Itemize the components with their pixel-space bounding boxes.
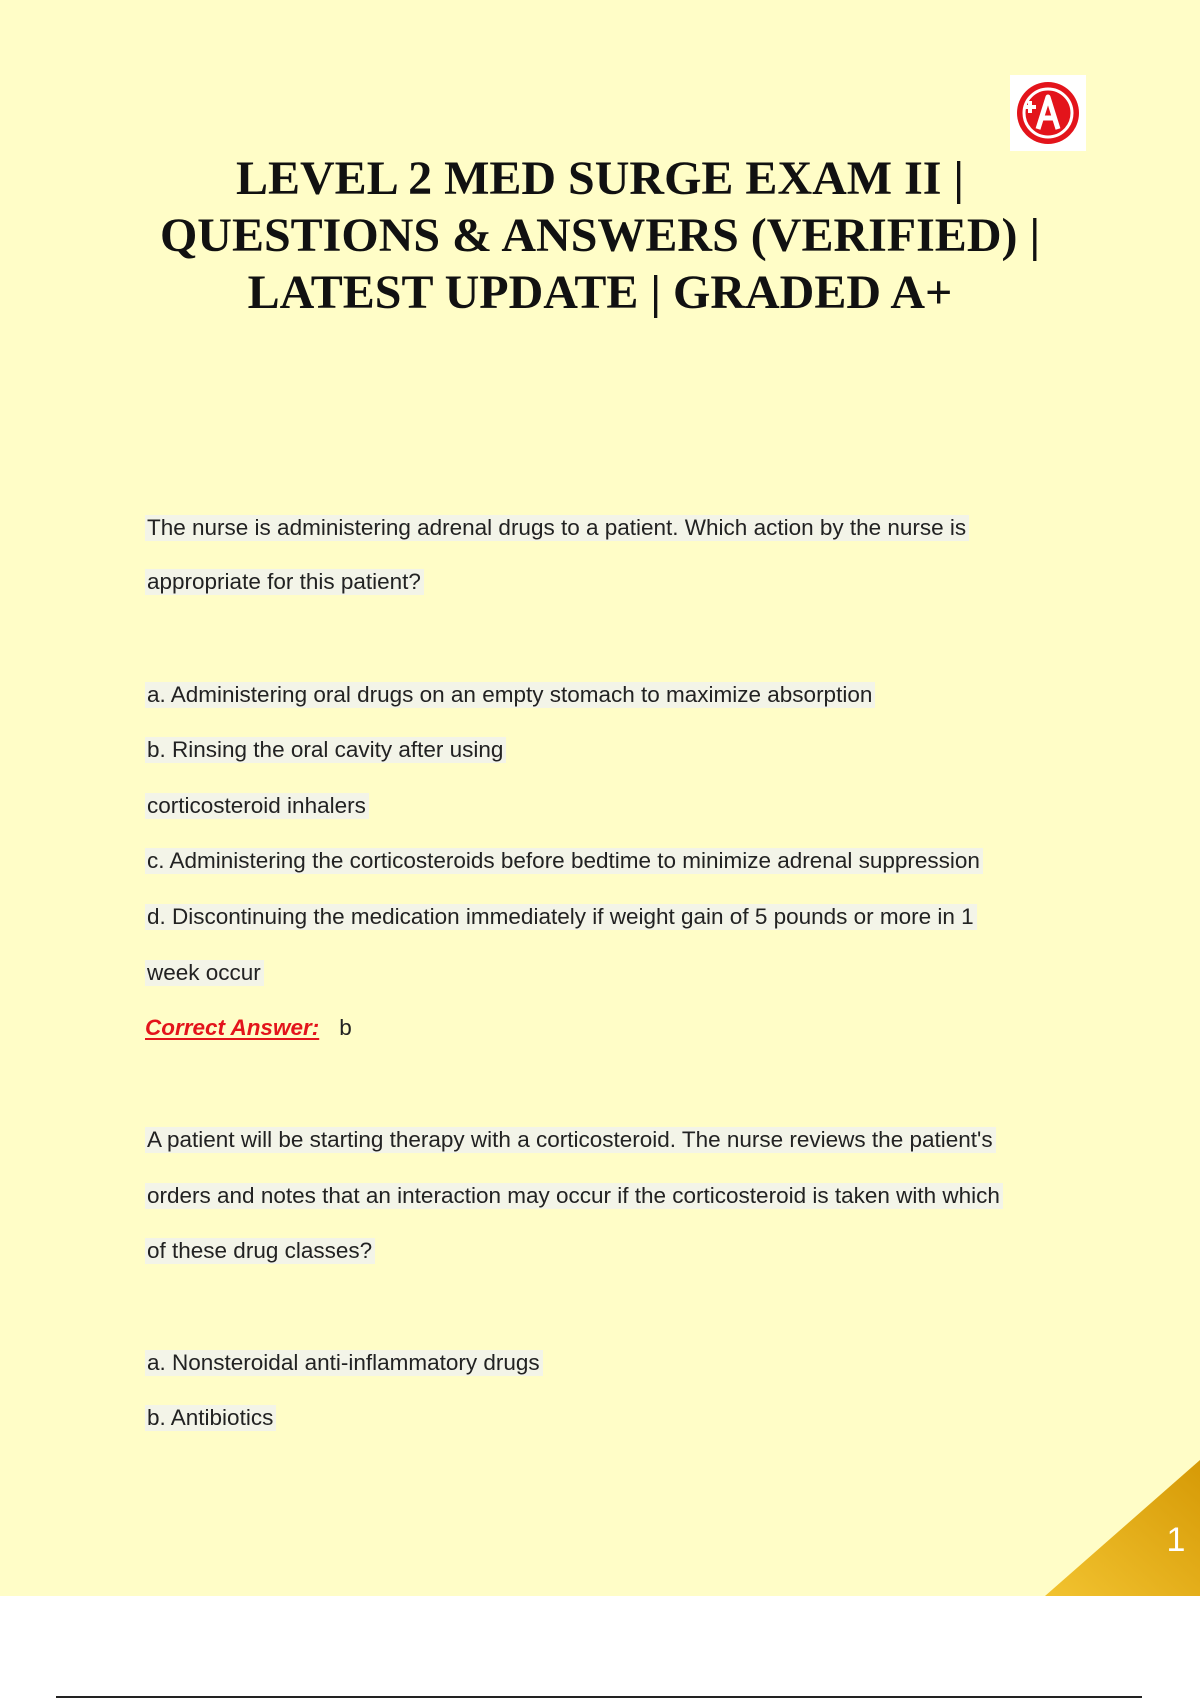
title-line: QUESTIONS & ANSWERS (VERIFIED) | (159, 209, 1041, 262)
title-line: LATEST UPDATE | GRADED A+ (247, 266, 953, 319)
question-1-correct-answer (145, 1013, 352, 1043)
question-2-option-a: a. Nonsteroidal anti-inflammatory drugs (145, 1348, 543, 1378)
question-1-option-c: c. Administering the corticosteroids before bedtime to minimize adrenal suppression (145, 846, 983, 876)
question-2-option-b: b. Antibiotics (145, 1403, 276, 1433)
document-title (120, 150, 1080, 321)
title-line: LEVEL 2 MED SURGE EXAM II | (235, 152, 964, 205)
question-2-text: orders and notes that an interaction may occur if the corticosteroid is taken with which (145, 1181, 1003, 1211)
footer-divider (56, 1696, 1142, 1698)
question-1-option-d-continued: week occur (145, 958, 264, 988)
question-1-text: appropriate for this patient? (145, 567, 424, 597)
correct-answer-label: Correct Answer: (145, 1015, 320, 1040)
question-1-option-b-continued: corticosteroid inhalers (145, 791, 369, 821)
question-1-option-b: b. Rinsing the oral cavity after using (145, 735, 506, 765)
graded-a-plus-logo-icon (1010, 75, 1086, 151)
question-1-text: The nurse is administering adrenal drugs to a patient. Which action by the nurse is (145, 513, 969, 543)
page-number: 1 (1166, 1521, 1186, 1559)
question-1-option-d: d. Discontinuing the medication immediately if weight gain of 5 pounds or more in 1 (145, 902, 977, 932)
question-2-text: A patient will be starting therapy with a corticosteroid. The nurse reviews the patient's (145, 1125, 996, 1155)
question-1-option-a: a. Administering oral drugs on an empty stomach to maximize absorption (145, 680, 875, 710)
question-2-text: of these drug classes? (145, 1236, 375, 1266)
correct-answer-value: b (339, 1015, 352, 1040)
